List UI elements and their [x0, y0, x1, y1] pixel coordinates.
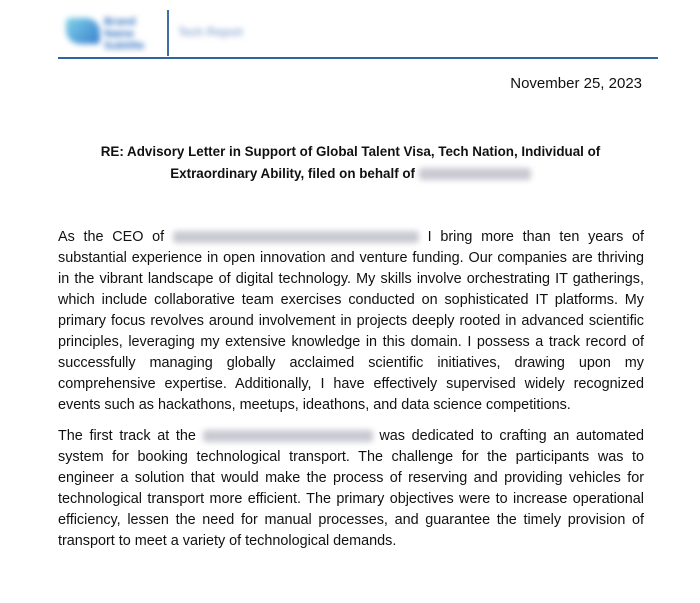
p2-start: The first track at the [58, 428, 196, 444]
paragraph-2 [58, 426, 644, 552]
letter-body [58, 227, 644, 562]
letter-date: November 25, 2023 [510, 75, 642, 92]
company-logo [66, 12, 158, 52]
header-divider [167, 10, 169, 56]
logo-text: Brand Name Subtitle [104, 16, 145, 52]
p2-rest: was dedicated to crafting an automated system for booking technological transport. The challenge for the participants was to engineer a solution that would make the process of reserving and providing vehicles for technological transport more efficient. The primary objectives were to increase operational efficiency, lessen the need for manual processes, and guarantee the timely provision of transport to meet a variety of technological demands. [58, 428, 645, 549]
header-caption: Tech Report [178, 25, 243, 39]
subject-text: RE: Advisory Letter in Support of Global Talent Visa, Tech Nation, Individual of Extraordinary Ability, filed on behalf of [100, 144, 601, 181]
p1-rest: I bring more than ten years of substantial experience in open innovation and venture funding. Our companies are thriving in the vibrant landscape of digital technology. My skills involve orchestrating IT gatherings, which include collaborative team exercises conducted on sophisticated IT platforms. My primary focus revolves around involvement in projects deeply rooted in advanced scientific principles, leveraging my extensive knowledge in this domain. I possess a track record of successfully managing globally acclaimed scientific initiatives, drawing upon my comprehensive expertise. Additionally, I have effectively supervised widely recognized events such as hackathons, meetups, ideathons, and data science competitions. [58, 229, 644, 413]
letterhead [0, 0, 700, 58]
paragraph-1 [58, 227, 644, 416]
redacted-event [203, 430, 373, 442]
letter-subject [58, 141, 643, 185]
p1-start: As the CEO of [58, 229, 165, 245]
redacted-company [173, 231, 419, 243]
logo-mark-icon [66, 18, 100, 44]
redacted-name [419, 168, 531, 180]
header-rule [58, 57, 658, 59]
